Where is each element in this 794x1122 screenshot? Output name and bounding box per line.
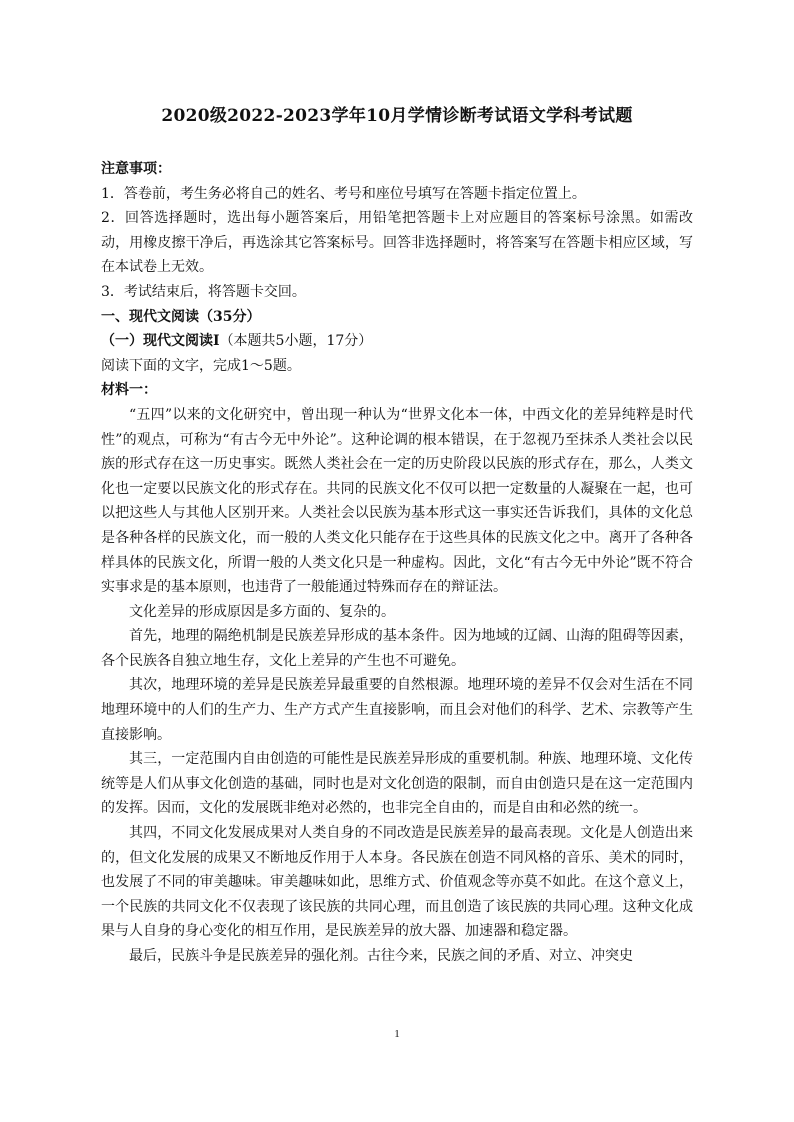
exam-title: 2020级2022-2023学年10月学情诊断考试语文学科考试题 <box>161 106 633 126</box>
exam-content <box>101 157 693 969</box>
material-paragraph-7: 最后，民族斗争是民族差异的强化剂。古往今来，民族之间的矛盾、对立、冲突史 <box>129 948 633 964</box>
notice-item-2: 2．回答选择题时，选出每小题答案后，用铅笔把答题卡上对应题目的答案标号涂黑。如需改动，用橡皮擦干净后，再选涂其它答案标号。回答非选择题时，将答案写在答题卡相应区域，写在本试卷上无效。 <box>101 210 693 276</box>
material-label: 材料一： <box>101 382 157 399</box>
material-paragraph-6: 其四，不同文化发展成果对人类自身的不同改造是民族差异的最高表现。文化是人创造出来的，但文化发展的成果又不断地反作用于人本身。各民族在创造不同风格的音乐、美术的同时，也发展了不同的审美趣味。审美趣味如此，思维方式、价值观念等亦莫不如此。在这个意义上，一个民族的共同文化不仅表现了该民族的共同心理，而且创造了该民族的共同心理。这种文化成果与人自身的身心变化的相互作用，是民族差异的放大器、加速器和稳定器。 <box>101 825 693 940</box>
reading-instruction: 阅读下面的文字，完成1～5题。 <box>101 357 301 374</box>
material-paragraph-4: 其次，地理环境的差异是民族差异最重要的自然根源。地理环境的差异不仅会对生活在不同地理环境中的人们的生产力、生产方式产生直接影响，而且会对他们的科学、艺术、宗教等产生直接影响。 <box>101 677 693 743</box>
notice-heading: 注意事项： <box>101 161 171 177</box>
subsection-heading <box>101 329 693 354</box>
material-paragraph-1: “五四”以来的文化研究中，曾出现一种认为“世界文化本一体，中西文化的差异纯粹是时代性”的观点，可称为“有古今无中外论”。这种论调的根本错误，在于忽视乃至抹杀人类社会以民族的形式存在这一历史事实。既然人类社会在一定的历史阶段以民族的形式存在，那么，人类文化也一定要以民族文化的形式存在。共同的民族文化不仅可以把一定数量的人凝聚在一起，也可以把这些人与其他人区别开来。人类社会以民族为基本形式这一事实还告诉我们，具体的文化总是各种各样的民族文化，而一般的人类文化只能存在于这些具体的民族文化之中。离开了各种各样具体的民族文化，所谓一般的人类文化只是一种虚构。因此，文化“有古今无中外论”既不符合实事求是的基本原则，也违背了一般能通过特殊而存在的辩证法。 <box>101 406 693 596</box>
page-number: 1 <box>394 1028 400 1040</box>
subsection-note: （本题共5小题，17分） <box>219 333 373 350</box>
section-one-heading: 一、现代文阅读（35分） <box>101 308 261 325</box>
material-paragraph-2: 文化差异的形成原因是多方面的、复杂的。 <box>129 603 395 620</box>
notice-item-3: 3．考试结束后，将答题卡交回。 <box>101 283 306 300</box>
material-paragraph-5: 其三，一定范围内自由创造的可能性是民族差异形成的重要机制。种族、地理环境、文化传统等是人们从事文化创造的基础，同时也是对文化创造的限制，而自由创造只是在这一定范围内的发挥。因而，文化的发展既非绝对必然的，也非完全自由的，而是自由和必然的统一。 <box>101 751 693 817</box>
subsection-label: （一）现代文阅读Ⅰ <box>101 333 220 350</box>
notice-item-1: 1．答卷前，考生务必将自己的姓名、考号和座位号填写在答题卡指定位置上。 <box>101 185 586 202</box>
material-paragraph-3: 首先，地理的隔绝机制是民族差异形成的基本条件。因为地域的辽阔、山海的阻碍等因素，各个民族各自独立地生存，文化上差异的产生也不可避免。 <box>101 628 693 669</box>
